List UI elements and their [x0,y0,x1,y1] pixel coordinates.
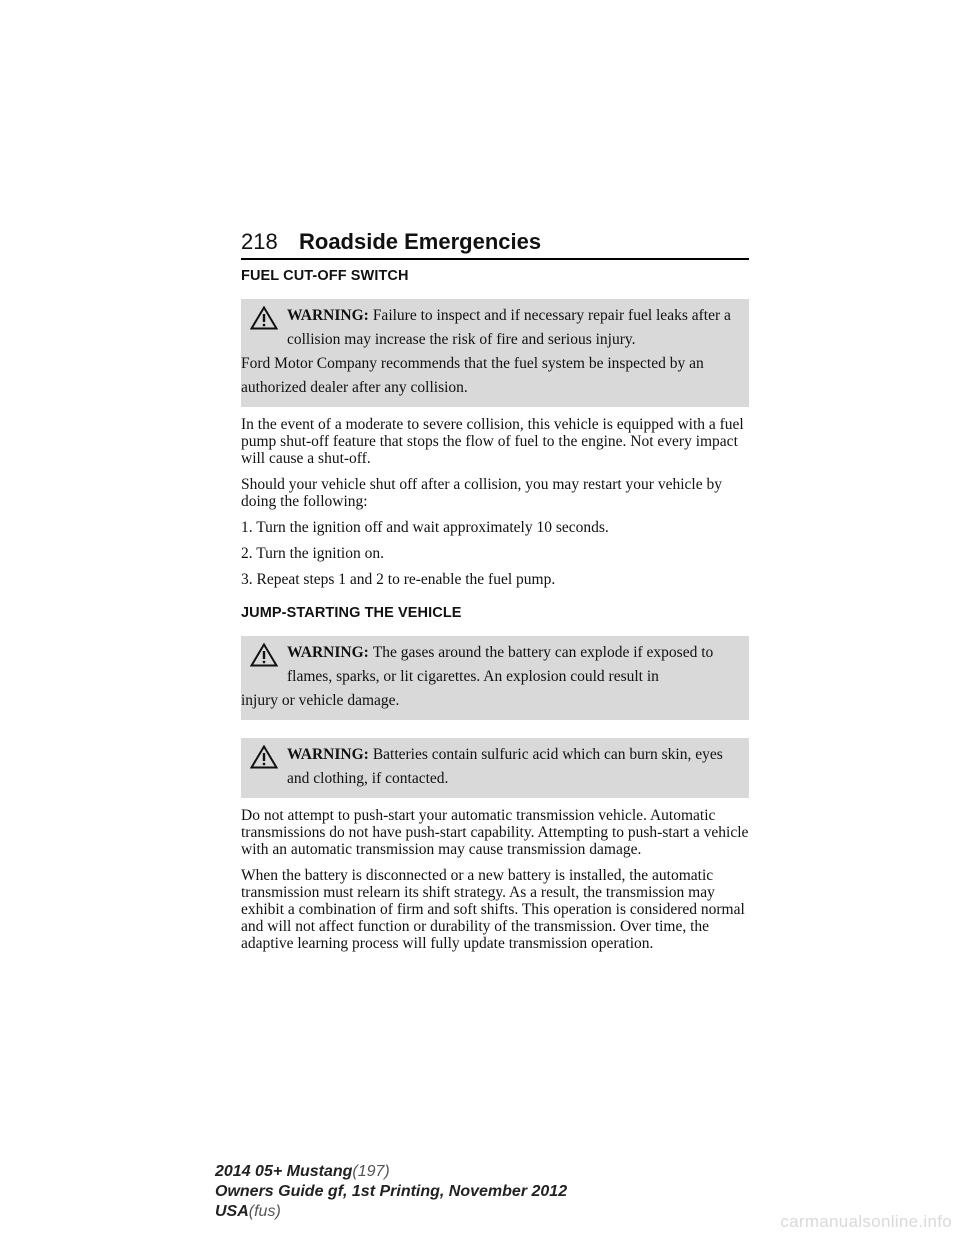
page-content [241,267,749,961]
watermark: carmanualsonline.info [780,1212,952,1231]
paragraph: When the battery is disconnected or a new battery is installed, the automatic transmission must relearn its shift strategy. As a result, the transmission may exhibit a combination of firm and soft shifts. This operation is considered normal and will not affect function or durability of the transmission. Over time, the adaptive learning process will fully update transmission operation. [241,867,745,952]
jump-starting-heading: JUMP-STARTING THE VEHICLE [241,605,462,621]
warning-triangle-icon [241,641,287,689]
battery-acid-warning-box [241,738,749,798]
footer-line-1 [215,1162,567,1182]
warning-text [287,304,744,352]
warning-triangle-icon [241,304,287,352]
list-item: 1. Turn the ignition off and wait approximately 10 seconds. [241,519,609,536]
document-footer [215,1162,567,1222]
footer-page-ref: (197) [352,1163,390,1180]
warning-text-first: Failure to inspect and if necessary repair fuel leaks after a collision may increase the risk of fire and serious injury. [287,307,731,348]
footer-model: 2014 05+ Mustang [215,1163,353,1180]
warning-label: WARNING: [287,307,369,324]
fuel-warning-box [241,299,749,407]
paragraph: Should your vehicle shut off after a collision, you may restart your vehicle by doing the following: [241,476,722,510]
battery-gas-warning-box [241,636,749,720]
list-item: 3. Repeat steps 1 and 2 to re-enable the fuel pump. [241,571,556,588]
section-title: Roadside Emergencies [299,229,542,254]
footer-market: USA [215,1203,249,1220]
warning-text-first: The gases around the battery can explode if exposed to flames, sparks, or lit cigarettes. An explosion could result in [287,644,714,685]
warning-label: WARNING: [287,746,369,763]
warning-text-first: Batteries contain sulfuric acid which can burn skin, eyes and clothing, if contacted. [287,746,723,787]
fuel-cutoff-heading: FUEL CUT-OFF SWITCH [241,268,409,284]
warning-label: WARNING: [287,644,369,661]
warning-text [287,743,744,791]
page-number: 218 [241,229,278,254]
page-header [241,228,749,260]
list-item: 2. Turn the ignition on. [241,545,384,562]
footer-line-3 [215,1202,567,1222]
warning-text-rest: Ford Motor Company recommends that the fuel system be inspected by an authorized dealer after any collision. [241,355,704,396]
footer-line-2: Owners Guide gf, 1st Printing, November 2012 [215,1183,568,1200]
footer-market-code: (fus) [248,1203,281,1220]
paragraph: In the event of a moderate to severe collision, this vehicle is equipped with a fuel pump shut-off feature that stops the flow of fuel to the engine. Not every impact will cause a shut-off. [241,416,744,467]
warning-text [287,641,744,689]
warning-triangle-icon [241,743,287,791]
warning-text-rest: injury or vehicle damage. [241,692,400,709]
paragraph: Do not attempt to push-start your automatic transmission vehicle. Automatic transmissions do not have push-start capability. Attempting to push-start a vehicle with an automatic transmission may cause transmission damage. [241,807,749,858]
